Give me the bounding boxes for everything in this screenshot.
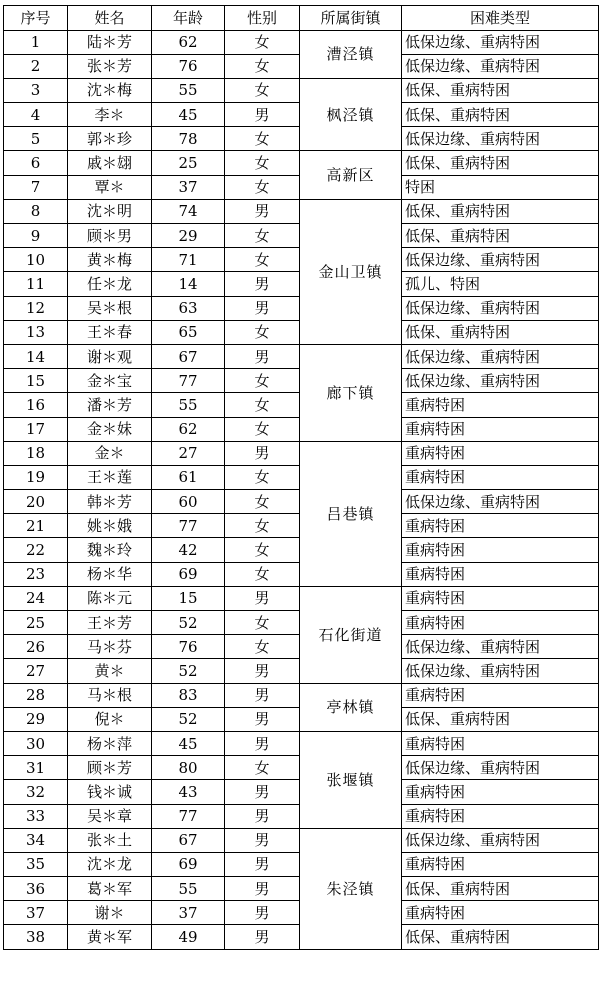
cell-name: 吴＊根 — [68, 296, 152, 320]
cell-type: 低保边缘、重病特困 — [402, 490, 599, 514]
cell-no: 30 — [4, 731, 68, 755]
cell-no: 36 — [4, 877, 68, 901]
cell-name: 金＊宝 — [68, 369, 152, 393]
hardship-table — [3, 5, 599, 950]
cell-street: 石化街道 — [300, 586, 402, 683]
cell-type: 低保、重病特困 — [402, 103, 599, 127]
cell-name: 韩＊芳 — [68, 490, 152, 514]
header-no: 序号 — [4, 6, 68, 31]
cell-age: 65 — [152, 320, 225, 344]
cell-age: 37 — [152, 175, 225, 199]
cell-street: 枫泾镇 — [300, 78, 402, 151]
cell-sex: 女 — [225, 538, 300, 562]
cell-no: 26 — [4, 635, 68, 659]
cell-name: 马＊芬 — [68, 635, 152, 659]
cell-name: 郭＊珍 — [68, 127, 152, 151]
header-name: 姓名 — [68, 6, 152, 31]
cell-type: 低保边缘、重病特困 — [402, 248, 599, 272]
cell-age: 74 — [152, 199, 225, 223]
cell-sex: 女 — [225, 369, 300, 393]
cell-type: 低保边缘、重病特困 — [402, 635, 599, 659]
cell-sex: 女 — [225, 224, 300, 248]
cell-type: 重病特困 — [402, 417, 599, 441]
cell-sex: 女 — [225, 465, 300, 489]
cell-type: 低保、重病特困 — [402, 224, 599, 248]
cell-sex: 女 — [225, 78, 300, 102]
table-row — [4, 441, 599, 465]
cell-age: 80 — [152, 756, 225, 780]
cell-no: 14 — [4, 344, 68, 368]
cell-age: 37 — [152, 901, 225, 925]
cell-name: 马＊根 — [68, 683, 152, 707]
cell-name: 任＊龙 — [68, 272, 152, 296]
cell-sex: 男 — [225, 707, 300, 731]
cell-sex: 男 — [225, 780, 300, 804]
header-type: 困难类型 — [402, 6, 599, 31]
table-row — [4, 683, 599, 707]
cell-type: 重病特困 — [402, 562, 599, 586]
cell-street: 亭林镇 — [300, 683, 402, 731]
cell-type: 重病特困 — [402, 514, 599, 538]
cell-no: 32 — [4, 780, 68, 804]
cell-sex: 女 — [225, 756, 300, 780]
cell-age: 69 — [152, 852, 225, 876]
table-row — [4, 828, 599, 852]
table-row — [4, 199, 599, 223]
cell-name: 张＊土 — [68, 828, 152, 852]
cell-sex: 男 — [225, 199, 300, 223]
cell-age: 49 — [152, 925, 225, 949]
cell-sex: 女 — [225, 175, 300, 199]
cell-age: 83 — [152, 683, 225, 707]
cell-sex: 女 — [225, 393, 300, 417]
cell-type: 低保、重病特困 — [402, 320, 599, 344]
cell-age: 45 — [152, 731, 225, 755]
cell-name: 沈＊龙 — [68, 852, 152, 876]
cell-sex: 女 — [225, 562, 300, 586]
cell-sex: 女 — [225, 320, 300, 344]
cell-type: 低保、重病特困 — [402, 925, 599, 949]
cell-sex: 男 — [225, 103, 300, 127]
cell-type: 低保边缘、重病特困 — [402, 30, 599, 54]
cell-type: 重病特困 — [402, 901, 599, 925]
cell-sex: 女 — [225, 417, 300, 441]
cell-name: 顾＊芳 — [68, 756, 152, 780]
cell-street: 金山卫镇 — [300, 199, 402, 344]
cell-type: 低保边缘、重病特困 — [402, 54, 599, 78]
cell-no: 29 — [4, 707, 68, 731]
cell-type: 低保边缘、重病特困 — [402, 296, 599, 320]
cell-name: 谢＊观 — [68, 344, 152, 368]
table-row — [4, 586, 599, 610]
header-age: 年龄 — [152, 6, 225, 31]
cell-age: 52 — [152, 659, 225, 683]
cell-street: 漕泾镇 — [300, 30, 402, 78]
cell-sex: 男 — [225, 683, 300, 707]
cell-type: 重病特困 — [402, 441, 599, 465]
cell-name: 王＊芳 — [68, 611, 152, 635]
cell-age: 55 — [152, 78, 225, 102]
cell-age: 78 — [152, 127, 225, 151]
cell-sex: 女 — [225, 635, 300, 659]
cell-name: 陈＊元 — [68, 586, 152, 610]
cell-name: 戚＊翃 — [68, 151, 152, 175]
cell-no: 10 — [4, 248, 68, 272]
cell-type: 低保、重病特困 — [402, 78, 599, 102]
cell-age: 67 — [152, 344, 225, 368]
cell-no: 17 — [4, 417, 68, 441]
cell-sex: 男 — [225, 441, 300, 465]
cell-name: 沈＊明 — [68, 199, 152, 223]
cell-no: 16 — [4, 393, 68, 417]
cell-sex: 男 — [225, 901, 300, 925]
cell-street: 廊下镇 — [300, 344, 402, 441]
cell-street: 朱泾镇 — [300, 828, 402, 949]
cell-name: 黄＊梅 — [68, 248, 152, 272]
cell-type: 低保、重病特困 — [402, 199, 599, 223]
cell-no: 25 — [4, 611, 68, 635]
cell-name: 陆＊芳 — [68, 30, 152, 54]
cell-type: 重病特困 — [402, 611, 599, 635]
cell-name: 黄＊ — [68, 659, 152, 683]
cell-no: 18 — [4, 441, 68, 465]
cell-age: 77 — [152, 514, 225, 538]
cell-name: 李＊ — [68, 103, 152, 127]
cell-type: 重病特困 — [402, 804, 599, 828]
cell-no: 12 — [4, 296, 68, 320]
cell-type: 重病特困 — [402, 852, 599, 876]
cell-type: 低保、重病特困 — [402, 707, 599, 731]
cell-type: 低保边缘、重病特困 — [402, 369, 599, 393]
cell-age: 76 — [152, 635, 225, 659]
cell-no: 28 — [4, 683, 68, 707]
cell-no: 13 — [4, 320, 68, 344]
cell-no: 20 — [4, 490, 68, 514]
cell-sex: 女 — [225, 127, 300, 151]
cell-name: 王＊莲 — [68, 465, 152, 489]
cell-no: 5 — [4, 127, 68, 151]
cell-type: 低保边缘、重病特困 — [402, 659, 599, 683]
cell-type: 低保边缘、重病特困 — [402, 344, 599, 368]
cell-no: 11 — [4, 272, 68, 296]
cell-age: 62 — [152, 417, 225, 441]
table-row — [4, 731, 599, 755]
cell-type: 孤儿、特困 — [402, 272, 599, 296]
cell-sex: 男 — [225, 731, 300, 755]
cell-age: 25 — [152, 151, 225, 175]
cell-no: 31 — [4, 756, 68, 780]
cell-age: 42 — [152, 538, 225, 562]
cell-street: 高新区 — [300, 151, 402, 199]
cell-sex: 男 — [225, 659, 300, 683]
cell-age: 52 — [152, 611, 225, 635]
cell-no: 38 — [4, 925, 68, 949]
cell-no: 8 — [4, 199, 68, 223]
cell-name: 沈＊梅 — [68, 78, 152, 102]
cell-age: 29 — [152, 224, 225, 248]
table-row — [4, 30, 599, 54]
cell-type: 重病特困 — [402, 393, 599, 417]
cell-no: 21 — [4, 514, 68, 538]
cell-name: 张＊芳 — [68, 54, 152, 78]
cell-name: 钱＊诚 — [68, 780, 152, 804]
header-street: 所属街镇 — [300, 6, 402, 31]
cell-no: 37 — [4, 901, 68, 925]
cell-age: 76 — [152, 54, 225, 78]
cell-sex: 女 — [225, 514, 300, 538]
cell-name: 顾＊男 — [68, 224, 152, 248]
cell-age: 60 — [152, 490, 225, 514]
cell-no: 24 — [4, 586, 68, 610]
cell-age: 61 — [152, 465, 225, 489]
cell-age: 55 — [152, 393, 225, 417]
cell-type: 特困 — [402, 175, 599, 199]
cell-age: 63 — [152, 296, 225, 320]
cell-name: 葛＊军 — [68, 877, 152, 901]
cell-type: 重病特困 — [402, 731, 599, 755]
cell-sex: 女 — [225, 54, 300, 78]
cell-name: 杨＊萍 — [68, 731, 152, 755]
cell-type: 低保、重病特困 — [402, 877, 599, 901]
cell-no: 9 — [4, 224, 68, 248]
cell-sex: 男 — [225, 804, 300, 828]
cell-age: 62 — [152, 30, 225, 54]
cell-sex: 女 — [225, 611, 300, 635]
cell-type: 低保边缘、重病特困 — [402, 127, 599, 151]
cell-name: 金＊妹 — [68, 417, 152, 441]
cell-name: 金＊ — [68, 441, 152, 465]
cell-sex: 男 — [225, 925, 300, 949]
cell-street: 吕巷镇 — [300, 441, 402, 586]
cell-name: 黄＊军 — [68, 925, 152, 949]
cell-type: 重病特困 — [402, 586, 599, 610]
cell-name: 魏＊玲 — [68, 538, 152, 562]
cell-no: 7 — [4, 175, 68, 199]
cell-sex: 男 — [225, 344, 300, 368]
cell-age: 67 — [152, 828, 225, 852]
table-body — [4, 30, 599, 949]
cell-sex: 男 — [225, 877, 300, 901]
cell-name: 杨＊华 — [68, 562, 152, 586]
cell-name: 姚＊娥 — [68, 514, 152, 538]
cell-name: 王＊春 — [68, 320, 152, 344]
cell-sex: 男 — [225, 272, 300, 296]
cell-no: 34 — [4, 828, 68, 852]
cell-type: 重病特困 — [402, 780, 599, 804]
cell-type: 低保边缘、重病特困 — [402, 756, 599, 780]
cell-no: 3 — [4, 78, 68, 102]
cell-age: 27 — [152, 441, 225, 465]
cell-no: 15 — [4, 369, 68, 393]
cell-age: 77 — [152, 804, 225, 828]
cell-age: 69 — [152, 562, 225, 586]
cell-type: 重病特困 — [402, 683, 599, 707]
cell-age: 77 — [152, 369, 225, 393]
cell-age: 45 — [152, 103, 225, 127]
table-row — [4, 344, 599, 368]
cell-no: 33 — [4, 804, 68, 828]
table-row — [4, 151, 599, 175]
cell-name: 吴＊章 — [68, 804, 152, 828]
cell-no: 2 — [4, 54, 68, 78]
cell-age: 43 — [152, 780, 225, 804]
cell-name: 谢＊ — [68, 901, 152, 925]
cell-street: 张堰镇 — [300, 731, 402, 828]
cell-sex: 男 — [225, 586, 300, 610]
cell-type: 低保边缘、重病特困 — [402, 828, 599, 852]
cell-no: 4 — [4, 103, 68, 127]
cell-sex: 女 — [225, 151, 300, 175]
cell-sex: 女 — [225, 30, 300, 54]
cell-no: 22 — [4, 538, 68, 562]
cell-type: 重病特困 — [402, 465, 599, 489]
cell-sex: 男 — [225, 296, 300, 320]
header-row — [4, 6, 599, 31]
cell-name: 潘＊芳 — [68, 393, 152, 417]
cell-no: 1 — [4, 30, 68, 54]
header-sex: 性别 — [225, 6, 300, 31]
cell-type: 低保、重病特困 — [402, 151, 599, 175]
cell-sex: 女 — [225, 490, 300, 514]
cell-type: 重病特困 — [402, 538, 599, 562]
cell-sex: 男 — [225, 852, 300, 876]
cell-no: 19 — [4, 465, 68, 489]
cell-sex: 女 — [225, 248, 300, 272]
cell-name: 倪＊ — [68, 707, 152, 731]
cell-no: 27 — [4, 659, 68, 683]
cell-age: 52 — [152, 707, 225, 731]
cell-age: 15 — [152, 586, 225, 610]
cell-name: 覃＊ — [68, 175, 152, 199]
cell-age: 14 — [152, 272, 225, 296]
cell-sex: 男 — [225, 828, 300, 852]
cell-age: 55 — [152, 877, 225, 901]
cell-age: 71 — [152, 248, 225, 272]
cell-no: 6 — [4, 151, 68, 175]
cell-no: 35 — [4, 852, 68, 876]
table-row — [4, 78, 599, 102]
cell-no: 23 — [4, 562, 68, 586]
